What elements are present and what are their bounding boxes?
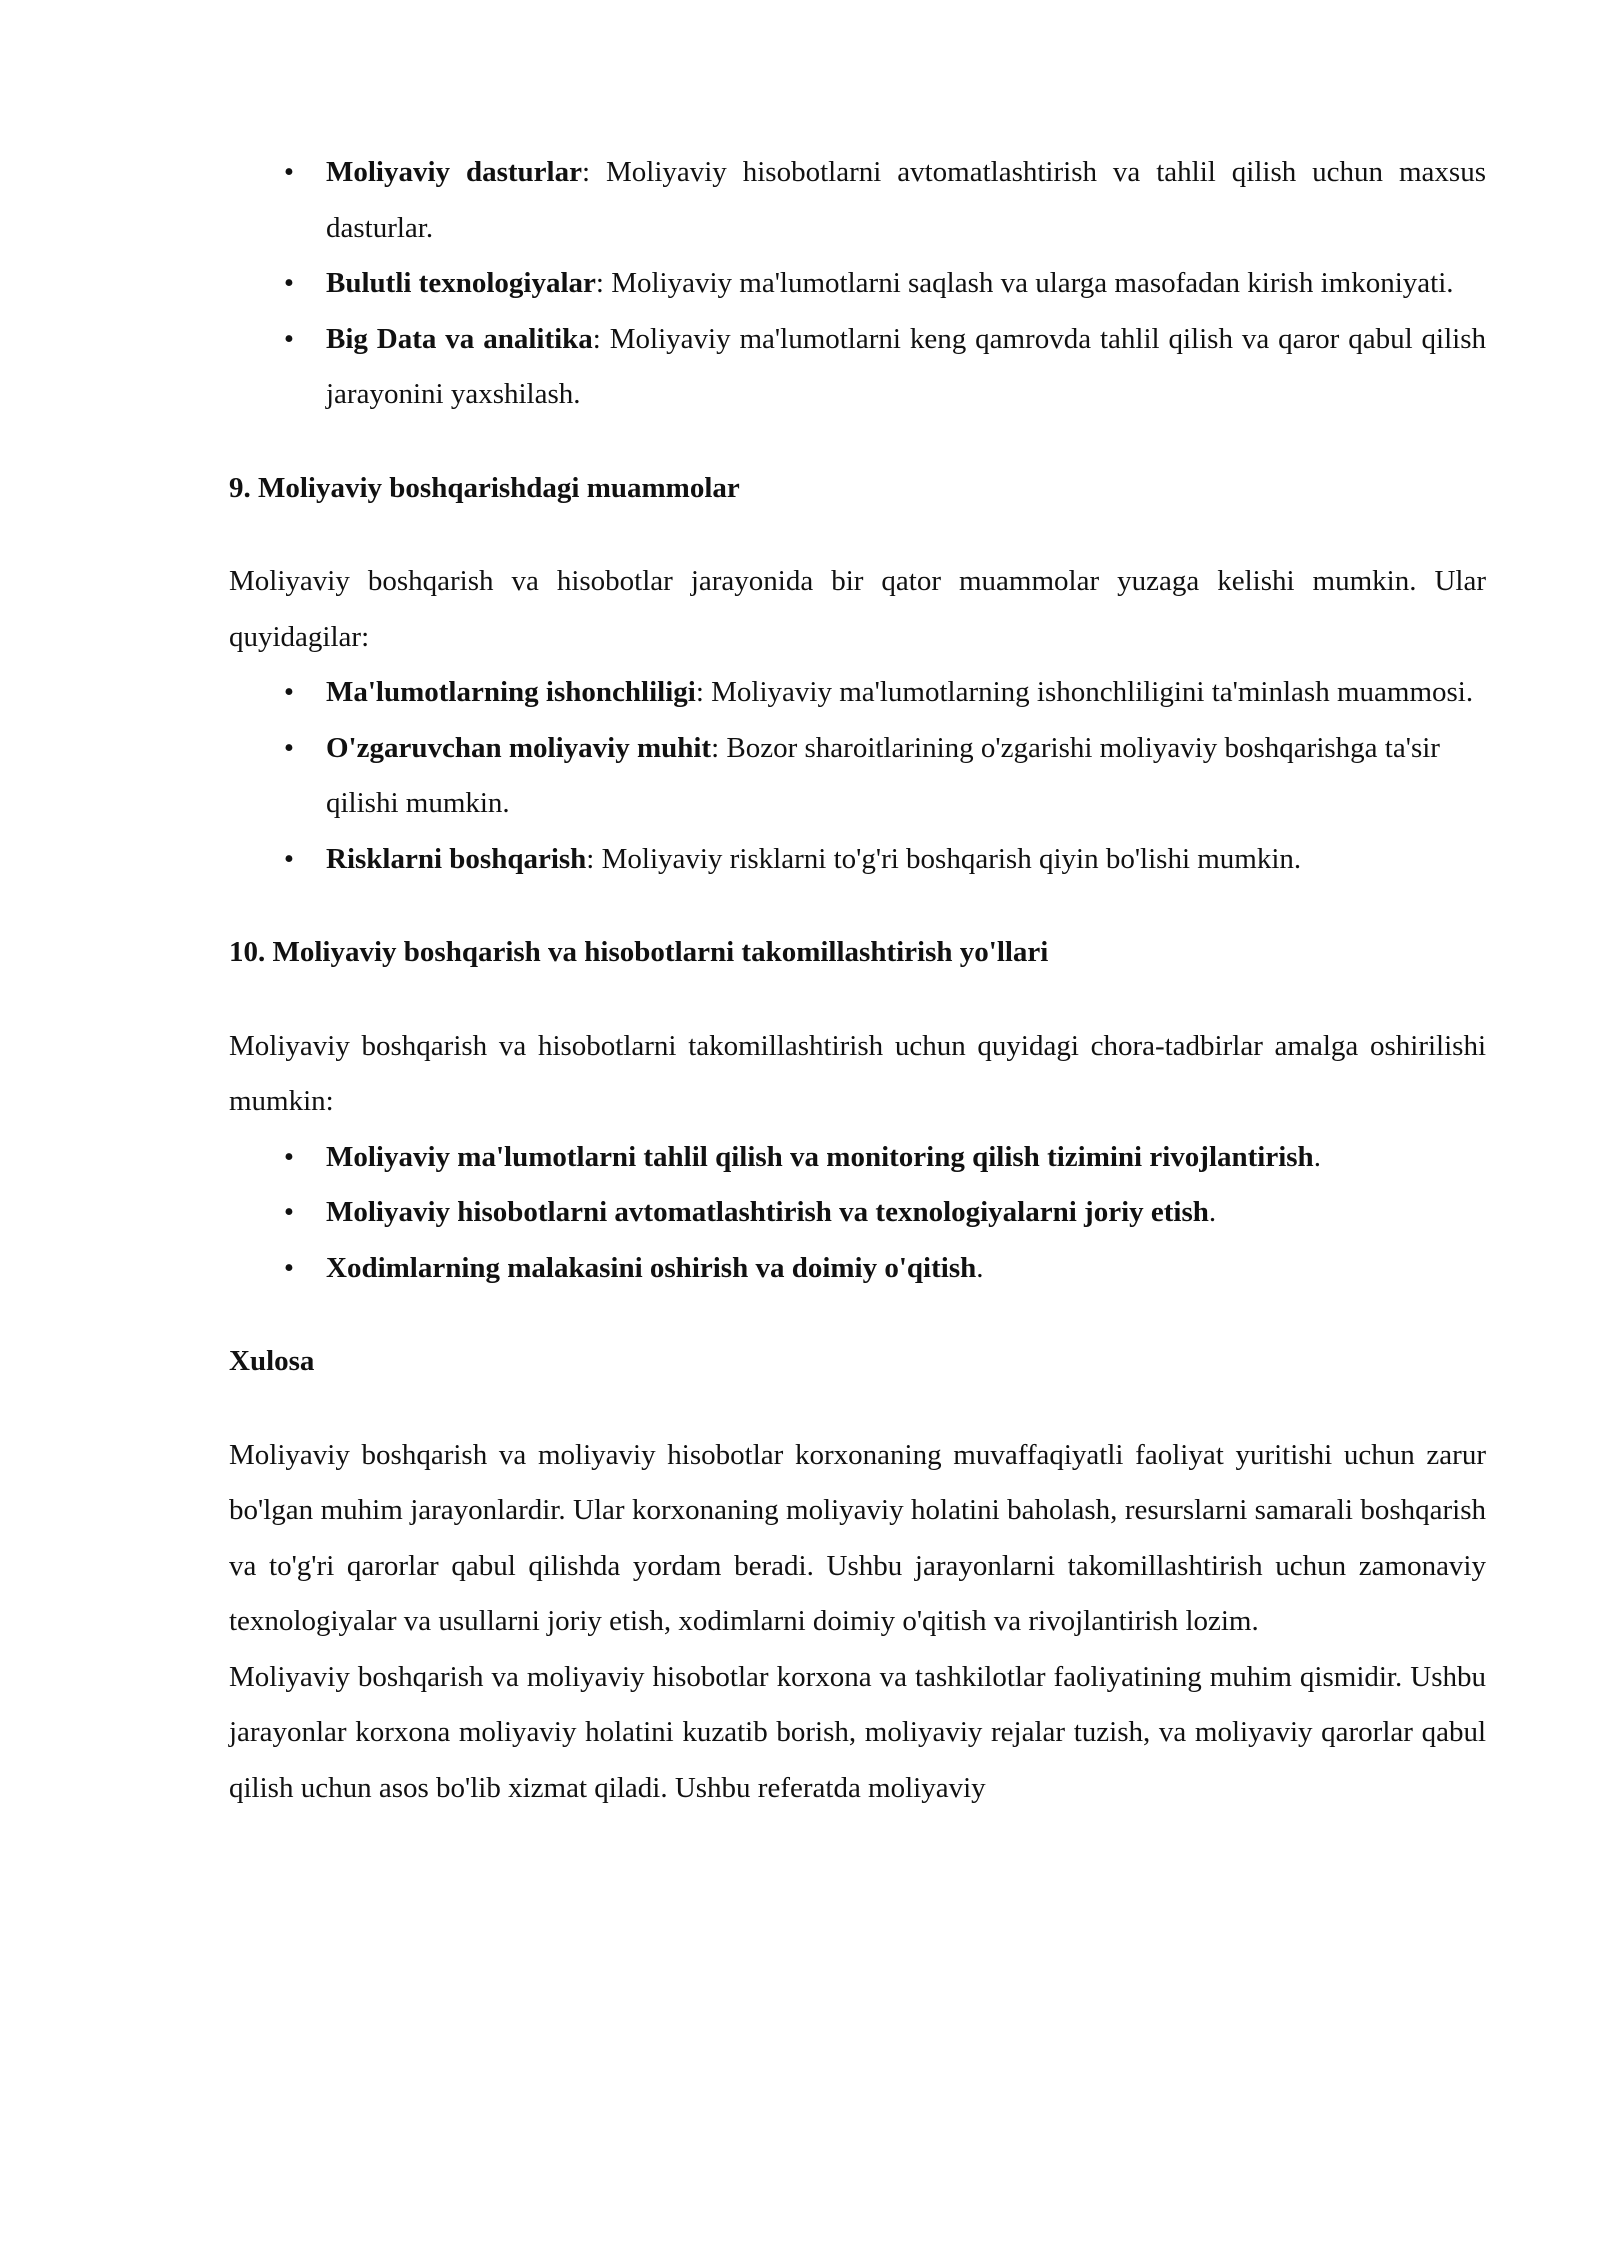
list-item-term: Big Data va analitika xyxy=(326,322,593,355)
section-intro: Moliyaviy boshqarish va hisobotlarni takomillashtirish uchun quyidagi chora-tadbirlar amalga oshirilishi mumkin: xyxy=(229,1029,1486,1117)
problems-list xyxy=(229,665,1486,887)
section-heading: 9. Moliyaviy boshqarishdagi muammolar xyxy=(229,471,740,504)
improvements-list xyxy=(229,1130,1486,1297)
list-item xyxy=(229,721,1486,832)
list-item xyxy=(229,832,1486,888)
list-item-text: . xyxy=(976,1251,984,1284)
bullet-icon: • xyxy=(283,267,295,299)
list-item xyxy=(229,665,1486,721)
list-item-term: Bulutli texnologiyalar xyxy=(326,267,596,299)
list-item-text: : Moliyaviy hisobotlarni avtomatlashtirish va tahlil qilish uchun maxsus dasturlar. xyxy=(326,156,1486,244)
bullet-icon: • xyxy=(283,1140,295,1173)
bullet-icon: • xyxy=(283,731,295,764)
list-item-term: Moliyaviy dasturlar xyxy=(326,156,582,188)
list-item-term: Moliyaviy hisobotlarni avtomatlashtirish va texnologiyalarni joriy etish xyxy=(326,1196,1209,1228)
list-item-text: . xyxy=(1208,1196,1217,1228)
list-item-term: O'zgaruvchan moliyaviy muhit xyxy=(326,731,712,764)
list-item-text: : Moliyaviy ma'lumotlarni saqlash va ularga masofadan kirish imkoniyati. xyxy=(595,267,1454,299)
bullet-icon: • xyxy=(283,676,295,708)
conclusion-heading: Xulosa xyxy=(229,1345,315,1377)
list-item-text: . xyxy=(1313,1140,1321,1173)
bullet-icon: • xyxy=(283,156,295,188)
list-item-term: Moliyaviy ma'lumotlarni tahlil qilish va monitoring qilish tizimini rivojlantirish xyxy=(326,1140,1314,1173)
list-item xyxy=(229,256,1486,312)
list-item-text: : Moliyaviy risklarni to'g'ri boshqarish qiyin bo'lishi mumkin. xyxy=(586,842,1302,875)
bullet-icon: • xyxy=(283,322,295,355)
list-item-term: Ma'lumotlarning ishonchliligi xyxy=(326,676,696,708)
page-content xyxy=(229,145,1486,1816)
bullet-icon: • xyxy=(283,1196,295,1228)
list-item xyxy=(229,312,1486,423)
conclusion-paragraph: Moliyaviy boshqarish va moliyaviy hisobotlar korxonaning muvaffaqiyatli faoliyat yuritishi uchun zarur bo'lgan muhim jarayonlardir. Ular korxonaning moliyaviy holatini baholash, resurslarni samarali boshqarish va to'g'ri qarorlar qabul qilishda yordam beradi. Ushbu jarayonlarni takomillashtirish uchun zamonaviy texnologiyalar va usullarni joriy etish, xodimlarni doimiy o'qitish va rivojlantirish lozim. xyxy=(229,1438,1486,1637)
list-item-text: : Bozor sharoitlarining o'zgarishi moliyaviy boshqarishga ta'sir qilishi mumkin. xyxy=(326,731,1440,819)
list-item-term: Risklarni boshqarish xyxy=(326,842,587,875)
list-item xyxy=(229,1241,1486,1297)
bullet-icon: • xyxy=(283,842,295,875)
conclusion-paragraph: Moliyaviy boshqarish va moliyaviy hisobotlar korxona va tashkilotlar faoliyatining muhim qismidir. Ushbu jarayonlar korxona moliyaviy holatini kuzatib borish, moliyaviy rejalar tuzish, va moliyaviy qarorlar qabul qilish uchun asos bo'lib xizmat qiladi. Ushbu referatda moliyaviy xyxy=(229,1660,1486,1804)
list-item-text: : Moliyaviy ma'lumotlarni keng qamrovda tahlil qilish va qaror qabul qilish jarayonini yaxshilash. xyxy=(326,322,1486,410)
bullet-icon: • xyxy=(283,1251,295,1284)
section-heading: 10. Moliyaviy boshqarish va hisobotlarni takomillashtirish yo'llari xyxy=(229,936,1049,968)
list-item xyxy=(229,1130,1486,1186)
section-intro: Moliyaviy boshqarish va hisobotlar jarayonida bir qator muammolar yuzaga kelishi mumkin. Ular quyidagilar: xyxy=(229,565,1486,653)
list-item xyxy=(229,145,1486,256)
list-item-text: : Moliyaviy ma'lumotlarning ishonchliligini ta'minlash muammosi. xyxy=(695,676,1474,708)
list-item xyxy=(229,1185,1486,1241)
technology-list xyxy=(229,145,1486,423)
list-item-term: Xodimlarning malakasini oshirish va doimiy o'qitish xyxy=(326,1251,977,1284)
